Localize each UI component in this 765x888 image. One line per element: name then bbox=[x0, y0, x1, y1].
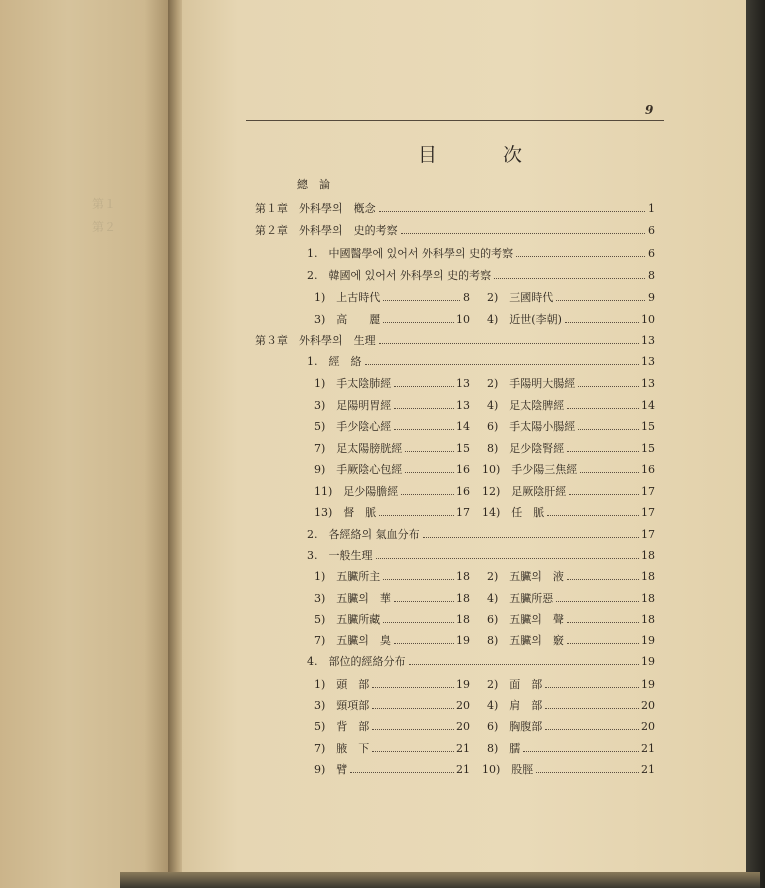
toc-entry bbox=[482, 761, 655, 777]
toc-entry bbox=[487, 611, 655, 627]
toc-entry-label: 4. 部位的經絡分布 bbox=[307, 655, 406, 668]
toc-entry-label: 1. 經 絡 bbox=[307, 355, 362, 368]
dot-leader bbox=[567, 579, 639, 580]
toc-entry bbox=[487, 440, 655, 456]
toc-entry bbox=[487, 632, 655, 648]
toc-entry-label: 4) 足太陰脾經 bbox=[487, 399, 565, 412]
toc-entry bbox=[307, 526, 655, 542]
toc-entry bbox=[482, 461, 655, 477]
toc-entry-label: 6) 手太陽小腸經 bbox=[487, 420, 576, 433]
dot-leader bbox=[580, 472, 639, 473]
toc-entry-label: 4) 五臟所惡 bbox=[487, 592, 554, 605]
toc-entry-page: 21 bbox=[641, 742, 655, 755]
toc-entry bbox=[314, 418, 470, 434]
toc-entry-page: 13 bbox=[641, 377, 655, 390]
toc-entry-label: 2) 五臟의 液 bbox=[487, 570, 564, 583]
toc-title: 目 次 bbox=[418, 144, 553, 166]
toc-entry-page: 20 bbox=[641, 720, 655, 733]
dot-leader bbox=[383, 322, 454, 323]
toc-entry-label: 第１章 外科學의 槪念 bbox=[255, 202, 376, 215]
toc-entry-page: 17 bbox=[456, 506, 470, 519]
toc-entry-page: 9 bbox=[648, 291, 655, 304]
intro-heading: 總 論 bbox=[297, 178, 330, 191]
toc-entry bbox=[487, 590, 655, 606]
dot-leader bbox=[379, 211, 645, 212]
toc-entry-page: 13 bbox=[641, 334, 655, 347]
toc-entry-page: 17 bbox=[641, 485, 655, 498]
toc-entry-label: 4) 近世(李朝) bbox=[487, 313, 562, 326]
dot-leader bbox=[372, 687, 454, 688]
toc-entry-page: 17 bbox=[641, 528, 655, 541]
toc-entry-label: 8) 五臟의 竅 bbox=[487, 634, 564, 647]
toc-entry-page: 20 bbox=[641, 699, 655, 712]
dot-leader bbox=[567, 643, 639, 644]
dot-leader bbox=[383, 622, 454, 623]
toc-entry bbox=[307, 653, 655, 669]
toc-entry-page: 1 bbox=[648, 202, 655, 215]
dot-leader bbox=[379, 343, 639, 344]
toc-entry bbox=[487, 740, 655, 756]
toc-entry-page: 16 bbox=[456, 485, 470, 498]
toc-entry-label: 5) 五臟所藏 bbox=[314, 613, 381, 626]
toc-entry bbox=[314, 289, 470, 305]
toc-entry bbox=[487, 676, 655, 692]
toc-entry bbox=[487, 311, 655, 327]
toc-entry bbox=[307, 245, 655, 261]
toc-entry-page: 16 bbox=[641, 463, 655, 476]
toc-entry-label: 10) 股脛 bbox=[482, 763, 534, 776]
toc-entry-label: 3) 高 麗 bbox=[314, 313, 381, 326]
toc-entry bbox=[314, 676, 470, 692]
toc-entry-label: 3. 一般生理 bbox=[307, 549, 373, 562]
dot-leader bbox=[578, 386, 639, 387]
toc-entry bbox=[255, 222, 655, 238]
toc-entry bbox=[314, 483, 470, 499]
toc-entry-label: 2. 韓國에 있어서 外科學의 史的考察 bbox=[307, 269, 492, 282]
toc-entry-page: 14 bbox=[641, 399, 655, 412]
toc-entry-page: 16 bbox=[456, 463, 470, 476]
toc-entry bbox=[314, 311, 470, 327]
toc-entry bbox=[487, 697, 655, 713]
toc-entry-page: 8 bbox=[463, 291, 470, 304]
toc-entry bbox=[482, 483, 655, 499]
toc-entry-label: 1. 中國醫學에 있어서 外科學의 史的考察 bbox=[307, 247, 514, 260]
toc-entry-label: 7) 腋 下 bbox=[314, 742, 370, 755]
toc-entry-label: 6) 胸腹部 bbox=[487, 720, 543, 733]
toc-entry-label: 9) 手厥陰心包經 bbox=[314, 463, 403, 476]
toc-entry bbox=[314, 375, 470, 391]
toc-entry bbox=[307, 547, 655, 563]
toc-entry-page: 8 bbox=[648, 269, 655, 282]
toc-entry-page: 18 bbox=[456, 592, 470, 605]
toc-entry-label: 1) 頭 部 bbox=[314, 678, 370, 691]
toc-entry-label: 6) 五臟의 聲 bbox=[487, 613, 564, 626]
dot-leader bbox=[394, 601, 454, 602]
toc-entry bbox=[314, 568, 470, 584]
toc-entry-page: 6 bbox=[648, 224, 655, 237]
toc-entry-label: 7) 五臟의 臭 bbox=[314, 634, 391, 647]
toc-entry bbox=[314, 718, 470, 734]
toc-entry-label: 8) 臑 bbox=[487, 742, 521, 755]
toc-entry bbox=[487, 418, 655, 434]
toc-entry-label: 5) 背 部 bbox=[314, 720, 370, 733]
dot-leader bbox=[556, 300, 645, 301]
toc-entry-page: 21 bbox=[456, 742, 470, 755]
dot-leader bbox=[372, 708, 454, 709]
dot-leader bbox=[401, 233, 645, 234]
dot-leader bbox=[516, 256, 645, 257]
dot-leader bbox=[545, 729, 639, 730]
dot-leader bbox=[545, 687, 639, 688]
toc-entry bbox=[487, 568, 655, 584]
toc-entry-label: 2) 三國時代 bbox=[487, 291, 554, 304]
toc-entry bbox=[314, 761, 470, 777]
toc-entry bbox=[314, 397, 470, 413]
toc-entry-page: 18 bbox=[641, 592, 655, 605]
toc-entry-label: 4) 肩 部 bbox=[487, 699, 543, 712]
toc-entry-label: 2) 手陽明大腸經 bbox=[487, 377, 576, 390]
toc-entry-page: 18 bbox=[641, 549, 655, 562]
toc-entry-page: 13 bbox=[456, 377, 470, 390]
toc-entry-label: 第３章 外科學의 生理 bbox=[255, 334, 376, 347]
toc-entry bbox=[487, 289, 655, 305]
toc-entry-page: 18 bbox=[641, 613, 655, 626]
dot-leader bbox=[394, 429, 454, 430]
dot-leader bbox=[567, 622, 639, 623]
toc-entry bbox=[255, 200, 655, 216]
book-cover-edge bbox=[746, 0, 765, 888]
dot-leader bbox=[545, 708, 639, 709]
dot-leader bbox=[350, 772, 454, 773]
toc-entry bbox=[314, 590, 470, 606]
toc-entry-page: 21 bbox=[456, 763, 470, 776]
toc-entry-page: 10 bbox=[456, 313, 470, 326]
toc-entry-label: 14) 任 脈 bbox=[482, 506, 545, 519]
toc-entry-label: 3) 五臟의 華 bbox=[314, 592, 391, 605]
toc-entry-page: 18 bbox=[641, 570, 655, 583]
toc-entry bbox=[307, 353, 655, 369]
dot-leader bbox=[578, 429, 639, 430]
toc-entry-page: 13 bbox=[641, 355, 655, 368]
toc-entry-page: 19 bbox=[456, 678, 470, 691]
toc-entry bbox=[482, 504, 655, 520]
dot-leader bbox=[365, 364, 640, 365]
dot-leader bbox=[383, 300, 460, 301]
dot-leader bbox=[405, 472, 454, 473]
dot-leader bbox=[372, 729, 454, 730]
toc-entry-label: 1) 上古時代 bbox=[314, 291, 381, 304]
toc-entry-label: 7) 足太陽膀胱經 bbox=[314, 442, 403, 455]
dot-leader bbox=[567, 408, 639, 409]
toc-entry bbox=[314, 740, 470, 756]
dot-leader bbox=[423, 537, 639, 538]
toc-entry-label: 10) 手少陽三焦經 bbox=[482, 463, 578, 476]
toc-entry-page: 21 bbox=[641, 763, 655, 776]
toc-entry-label: 9) 臂 bbox=[314, 763, 348, 776]
header-rule bbox=[246, 120, 664, 121]
toc-entry-label: 第２章 外科學의 史的考察 bbox=[255, 224, 398, 237]
toc-entry-page: 13 bbox=[456, 399, 470, 412]
toc-entry-page: 18 bbox=[456, 570, 470, 583]
bleed-through-mark: 第２ bbox=[92, 220, 117, 234]
page-number: 9 bbox=[645, 103, 654, 117]
dot-leader bbox=[394, 643, 454, 644]
toc-entry-page: 19 bbox=[641, 634, 655, 647]
toc-entry-page: 20 bbox=[456, 699, 470, 712]
toc-entry-label: 2. 各經絡의 氣血分布 bbox=[307, 528, 420, 541]
dot-leader bbox=[556, 601, 639, 602]
bleed-through-mark: 第１ bbox=[92, 197, 117, 211]
toc-entry-label: 1) 五臟所主 bbox=[314, 570, 381, 583]
dot-leader bbox=[569, 494, 639, 495]
toc-entry-page: 19 bbox=[641, 678, 655, 691]
toc-entry-page: 10 bbox=[641, 313, 655, 326]
toc-entry bbox=[314, 440, 470, 456]
dot-leader bbox=[409, 664, 640, 665]
toc-entry-page: 15 bbox=[641, 420, 655, 433]
toc-entry-page: 6 bbox=[648, 247, 655, 260]
dot-leader bbox=[494, 278, 645, 279]
dot-leader bbox=[567, 451, 639, 452]
toc-entry-page: 20 bbox=[456, 720, 470, 733]
toc-entry bbox=[314, 697, 470, 713]
toc-entry-label: 12) 足厥陰肝經 bbox=[482, 485, 567, 498]
toc-entry-page: 17 bbox=[641, 506, 655, 519]
toc-entry-page: 15 bbox=[641, 442, 655, 455]
left-page bbox=[0, 0, 170, 888]
toc-entry-label: 13) 督 脈 bbox=[314, 506, 377, 519]
toc-entry-page: 18 bbox=[456, 613, 470, 626]
toc-entry-label: 5) 手少陰心經 bbox=[314, 420, 392, 433]
dot-leader bbox=[394, 386, 454, 387]
toc-entry-label: 8) 足少陰腎經 bbox=[487, 442, 565, 455]
toc-entry-label: 3) 足陽明胃經 bbox=[314, 399, 392, 412]
toc-entry bbox=[487, 397, 655, 413]
toc-entry-label: 11) 足少陽膽經 bbox=[314, 485, 399, 498]
toc-entry bbox=[314, 611, 470, 627]
dot-leader bbox=[379, 515, 454, 516]
dot-leader bbox=[547, 515, 639, 516]
dot-leader bbox=[383, 579, 454, 580]
toc-entry-label: 1) 手太陰肺經 bbox=[314, 377, 392, 390]
dot-leader bbox=[376, 558, 640, 559]
toc-entry bbox=[307, 267, 655, 283]
dot-leader bbox=[405, 451, 454, 452]
toc-entry bbox=[314, 632, 470, 648]
toc-entry bbox=[487, 718, 655, 734]
toc-entry-label: 2) 面 部 bbox=[487, 678, 543, 691]
toc-entry-page: 15 bbox=[456, 442, 470, 455]
toc-entry bbox=[487, 375, 655, 391]
dot-leader bbox=[401, 494, 454, 495]
toc-entry-page: 19 bbox=[456, 634, 470, 647]
dot-leader bbox=[523, 751, 639, 752]
dot-leader bbox=[372, 751, 454, 752]
dot-leader bbox=[565, 322, 639, 323]
dot-leader bbox=[536, 772, 639, 773]
toc-entry bbox=[314, 504, 470, 520]
book-bottom-edge bbox=[120, 872, 760, 888]
toc-entry-label: 3) 頸項部 bbox=[314, 699, 370, 712]
toc-entry bbox=[314, 461, 470, 477]
dot-leader bbox=[394, 408, 454, 409]
toc-entry bbox=[255, 332, 655, 348]
toc-entry-page: 19 bbox=[641, 655, 655, 668]
toc-entry-page: 14 bbox=[456, 420, 470, 433]
